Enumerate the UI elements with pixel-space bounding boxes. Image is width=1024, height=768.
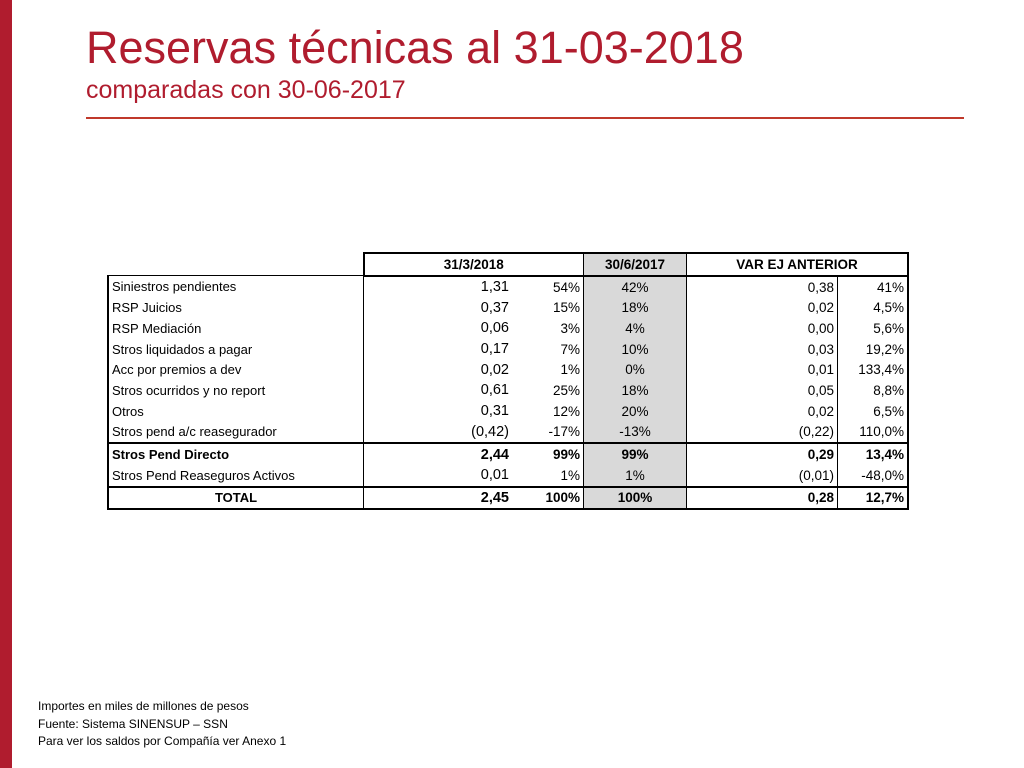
- table-row: [108, 276, 908, 298]
- header-blank-cell: [108, 253, 364, 276]
- page-subtitle: comparadas con 30-06-2017: [86, 76, 406, 104]
- cell-pct-2018: 54%: [512, 276, 584, 298]
- cell-pct-2017: 20%: [584, 401, 687, 422]
- cell-var-pct: 13,4%: [838, 443, 909, 465]
- table-row: [108, 339, 908, 360]
- header-31-3-2018: 31/3/2018: [364, 253, 584, 276]
- cell-pct-2018: 3%: [512, 318, 584, 339]
- table-row: [108, 359, 908, 380]
- cell-value-2018: 1,31: [364, 276, 513, 298]
- cell-var-pct: -48,0%: [838, 465, 909, 487]
- cell-value-2018: 0,61: [364, 380, 513, 401]
- cell-pct-2018: 99%: [512, 443, 584, 465]
- cell-value-2018: (0,42): [364, 422, 513, 444]
- cell-var-abs: 0,00: [687, 318, 838, 339]
- cell-var-abs: 0,28: [687, 487, 838, 510]
- cell-var-abs: (0,22): [687, 422, 838, 444]
- cell-pct-2018: 1%: [512, 465, 584, 487]
- cell-var-pct: 19,2%: [838, 339, 909, 360]
- cell-value-2018: 0,02: [364, 359, 513, 380]
- cell-var-pct: 133,4%: [838, 359, 909, 380]
- cell-row-label: Stros pend a/c reasegurador: [108, 422, 364, 444]
- cell-var-pct: 110,0%: [838, 422, 909, 444]
- table-row: [108, 487, 908, 510]
- table-row: [108, 380, 908, 401]
- cell-pct-2017: 1%: [584, 465, 687, 487]
- footnote-units: Importes en miles de millones de pesos: [38, 699, 249, 713]
- cell-var-pct: 41%: [838, 276, 909, 298]
- table-row: [108, 297, 908, 318]
- table-row: [108, 465, 908, 487]
- title-divider: [86, 117, 964, 119]
- page-title: Reservas técnicas al 31-03-2018: [86, 22, 744, 73]
- table-row: [108, 443, 908, 465]
- cell-value-2018: 0,01: [364, 465, 513, 487]
- cell-var-pct: 4,5%: [838, 297, 909, 318]
- cell-row-label: RSP Mediación: [108, 318, 364, 339]
- cell-row-label: Stros Pend Reaseguros Activos: [108, 465, 364, 487]
- cell-pct-2018: 12%: [512, 401, 584, 422]
- left-accent-bar: [0, 0, 12, 768]
- cell-value-2018: 0,17: [364, 339, 513, 360]
- cell-pct-2017: 18%: [584, 297, 687, 318]
- table-header-row: [108, 253, 908, 276]
- table-row: [108, 318, 908, 339]
- cell-value-2018: 0,31: [364, 401, 513, 422]
- cell-var-pct: 8,8%: [838, 380, 909, 401]
- header-var-ej-anterior: VAR EJ ANTERIOR: [687, 253, 909, 276]
- cell-pct-2018: -17%: [512, 422, 584, 444]
- cell-value-2018: 2,45: [364, 487, 513, 510]
- cell-pct-2017: 18%: [584, 380, 687, 401]
- cell-pct-2017: 100%: [584, 487, 687, 510]
- cell-row-label: Siniestros pendientes: [108, 276, 364, 298]
- cell-row-label: RSP Juicios: [108, 297, 364, 318]
- cell-row-label: Stros liquidados a pagar: [108, 339, 364, 360]
- footnotes: [38, 698, 286, 751]
- footnote-annex: Para ver los saldos por Compañía ver Anexo 1: [38, 734, 287, 748]
- cell-var-abs: 0,02: [687, 401, 838, 422]
- cell-var-abs: 0,01: [687, 359, 838, 380]
- cell-pct-2018: 15%: [512, 297, 584, 318]
- cell-var-abs: 0,38: [687, 276, 838, 298]
- cell-var-abs: 0,02: [687, 297, 838, 318]
- table-row: [108, 401, 908, 422]
- cell-pct-2017: -13%: [584, 422, 687, 444]
- cell-pct-2017: 10%: [584, 339, 687, 360]
- cell-pct-2018: 1%: [512, 359, 584, 380]
- cell-var-pct: 5,6%: [838, 318, 909, 339]
- cell-var-pct: 6,5%: [838, 401, 909, 422]
- cell-value-2018: 0,06: [364, 318, 513, 339]
- reserves-table: [107, 252, 909, 510]
- cell-row-label: Acc por premios a dev: [108, 359, 364, 380]
- cell-pct-2017: 42%: [584, 276, 687, 298]
- cell-pct-2017: 4%: [584, 318, 687, 339]
- cell-pct-2018: 25%: [512, 380, 584, 401]
- cell-row-label: Stros ocurridos y no report: [108, 380, 364, 401]
- cell-var-abs: 0,05: [687, 380, 838, 401]
- cell-value-2018: 0,37: [364, 297, 513, 318]
- cell-value-2018: 2,44: [364, 443, 513, 465]
- cell-var-pct: 12,7%: [838, 487, 909, 510]
- cell-var-abs: 0,03: [687, 339, 838, 360]
- header-30-6-2017: 30/6/2017: [584, 253, 687, 276]
- cell-row-label: Otros: [108, 401, 364, 422]
- cell-row-label: TOTAL: [108, 487, 364, 510]
- footnote-source: Fuente: Sistema SINENSUP – SSN: [38, 716, 228, 731]
- cell-row-label: Stros Pend Directo: [108, 443, 364, 465]
- cell-pct-2017: 99%: [584, 443, 687, 465]
- cell-var-abs: 0,29: [687, 443, 838, 465]
- cell-pct-2017: 0%: [584, 359, 687, 380]
- table-row: [108, 422, 908, 444]
- cell-var-abs: (0,01): [687, 465, 838, 487]
- cell-pct-2018: 100%: [512, 487, 584, 510]
- cell-pct-2018: 7%: [512, 339, 584, 360]
